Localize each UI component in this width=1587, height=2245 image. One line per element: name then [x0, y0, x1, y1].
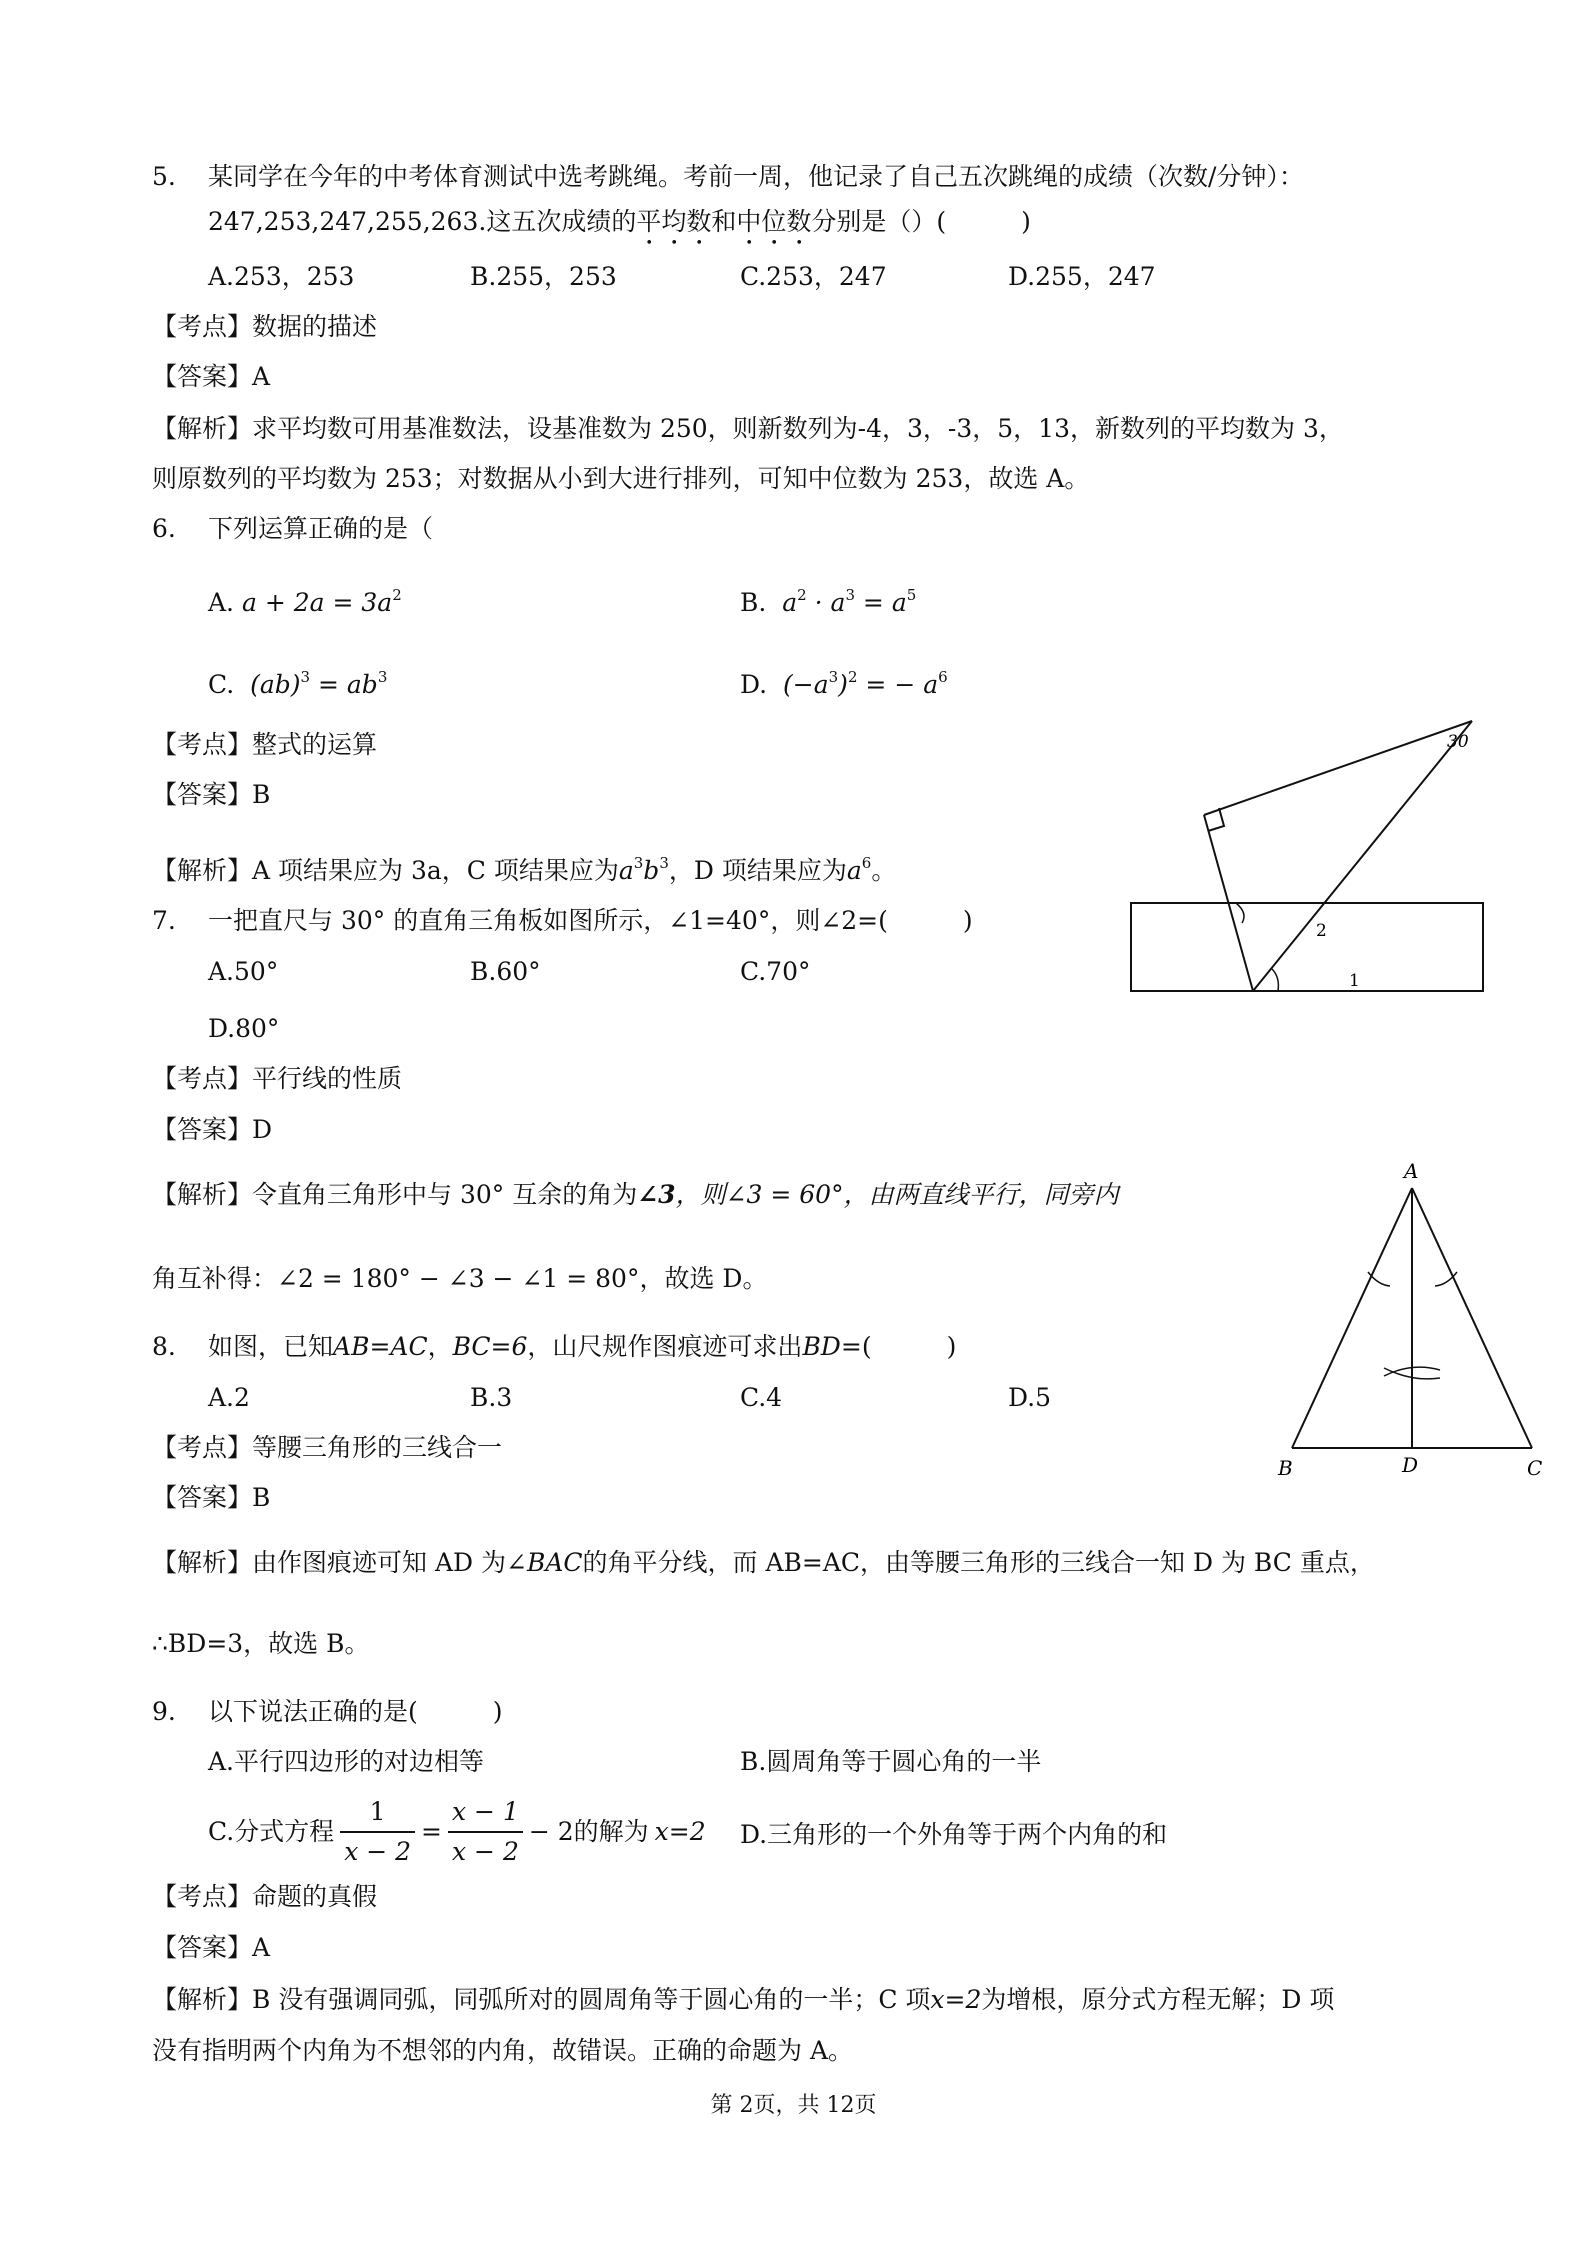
kaodian: 【考点】等腰三角形的三线合一 — [152, 1433, 503, 1462]
stem-text: 如图，已知 — [208, 1332, 334, 1361]
analysis-line2: 角互补得：∠2 = 180° − ∠3 − ∠1 = 80°，故选 D。 — [152, 1264, 768, 1293]
math-text: x=2 — [654, 1817, 706, 1846]
analysis-text: 【解析】A 项结果应为 3a，C 项结果应为 — [152, 856, 619, 885]
option-b — [740, 578, 916, 620]
equals-sign: = — [421, 1817, 442, 1846]
triangle-edge — [1253, 721, 1472, 991]
ruler — [1131, 903, 1483, 991]
angle-label-1: 1 — [1349, 971, 1360, 991]
triangle-edge — [1204, 721, 1472, 815]
option-label: B. — [740, 588, 767, 617]
ruler-triangle-figure — [1120, 715, 1490, 1005]
question-stem-line2 — [208, 205, 1031, 251]
option-d — [740, 660, 948, 702]
analysis-line2: ∴BD=3，故选 B。 — [152, 1629, 370, 1658]
option-b: B.圆周角等于圆心角的一半 — [740, 1747, 1042, 1776]
question-number: 8. — [152, 1332, 176, 1361]
analysis-text: 的角平分线，而 AB=AC，由等腰三角形的三线合一知 D 为 BC 重点， — [582, 1548, 1375, 1577]
analysis-text: 。 — [871, 856, 897, 885]
math-text: BD= — [802, 1332, 862, 1361]
option-d: D.80° — [208, 1014, 280, 1043]
exponent: 6 — [938, 668, 948, 686]
angle-label-2: 2 — [1316, 921, 1327, 941]
emphasis-text: 平均数 — [636, 207, 712, 236]
analysis-text: 【解析】B 没有强调同弧，同弧所对的圆周角等于圆心角的一半；C 项 — [152, 1985, 931, 2014]
option-b: B.255，253 — [470, 262, 617, 291]
option-label: D. — [740, 670, 768, 699]
exponent: 5 — [906, 586, 917, 604]
option-text: C.分式方程 — [208, 1817, 335, 1846]
option-a — [208, 578, 402, 620]
stem-text: ， — [427, 1332, 453, 1361]
analysis-line1: 【解析】求平均数可用基准数法，设基准数为 250，则新数列为-4，3，-3，5，13，新数列的平均数为 3， — [152, 414, 1344, 443]
analysis-text: 【解析】令直角三角形中与 30° 互余的角为 — [152, 1180, 638, 1209]
option-label: A. — [208, 588, 235, 617]
exponent: 3 — [377, 668, 388, 686]
page-footer: 第 2页，共 12页 — [710, 2093, 877, 2118]
math-expression: $a + 2a = 3a^2$ — [241, 586, 402, 617]
analysis-text: ，D 项结果应为 — [668, 856, 847, 885]
option-c: C.70° — [740, 957, 811, 986]
math-text: BC=6 — [452, 1332, 528, 1361]
option-text: − 2的解为 — [528, 1817, 649, 1846]
math-expression: $(ab)^3 = ab^3$ — [250, 668, 388, 699]
analysis-text: 【解析】由作图痕迹可知 AD 为 — [152, 1548, 506, 1577]
math-expression: $a^6$ — [846, 854, 872, 885]
option-b: B.60° — [470, 957, 541, 986]
option-c: C.4 — [740, 1383, 783, 1412]
kaodian: 【考点】数据的描述 — [152, 312, 378, 341]
option-b: B.3 — [470, 1383, 513, 1412]
analysis-line2: 则原数列的平均数为 253；对数据从小到大进行排列，可知中位数为 253，故选 A。 — [152, 464, 1090, 493]
kaodian: 【考点】平行线的性质 — [152, 1064, 403, 1093]
answer: 【答案】B — [152, 780, 271, 809]
option-label: C. — [208, 670, 235, 699]
stem-text: 分别是（）( ) — [811, 207, 1031, 236]
emphasis-text: 中位数 — [736, 207, 812, 236]
point-d-label: D — [1402, 1453, 1419, 1477]
math-expression: $(-a^3)^2$ = − $a^6$ — [783, 668, 948, 699]
vertex-a-label: A — [1404, 1160, 1419, 1183]
exponent: 2 — [392, 586, 402, 604]
analysis-line1 — [152, 846, 896, 888]
side-ac — [1412, 1188, 1532, 1448]
option-c — [208, 1795, 706, 1869]
isosceles-triangle-figure — [1270, 1160, 1555, 1490]
answer: 【答案】D — [152, 1115, 273, 1144]
kaodian: 【考点】整式的运算 — [152, 730, 378, 759]
angle-arc — [1272, 969, 1278, 991]
analysis-line1 — [152, 1983, 1334, 2017]
question-stem: 以下说法正确的是( ) — [208, 1697, 503, 1726]
analysis-text: 为增根，原分式方程无解；D 项 — [981, 1985, 1335, 2014]
question-stem: 下列运算正确的是（ — [208, 514, 434, 543]
question-number: 9. — [152, 1697, 176, 1726]
option-a: A.50° — [208, 957, 279, 986]
analysis-line2: 没有指明两个内角为不想邻的内角，故错误。正确的命题为 A。 — [152, 2036, 854, 2065]
angle-symbol: ∠3 — [637, 1180, 676, 1209]
option-d: D.5 — [1008, 1383, 1052, 1412]
question-number: 5. — [152, 162, 176, 191]
analysis-line1 — [152, 1546, 1375, 1580]
question-stem — [208, 1330, 956, 1364]
question-stem: 一把直尺与 30° 的直角三角板如图所示，∠1=40°，则∠2=( ) — [208, 906, 973, 935]
angle-arc — [1236, 903, 1244, 923]
math-expression: $a^3b^3$ — [618, 854, 669, 885]
option-a: A.2 — [208, 1383, 250, 1412]
fraction: $\frac{1}{x - 2}$ — [340, 1795, 415, 1869]
vertex-c-label: C — [1527, 1456, 1543, 1480]
vertex-b-label: B — [1278, 1456, 1293, 1480]
math-expression: $a^2 \cdot a^3 = a^5$ — [782, 586, 917, 617]
fraction: $\frac{x - 1}{x - 2}$ — [448, 1795, 523, 1869]
option-c: C.253，247 — [740, 262, 887, 291]
side-ab — [1292, 1188, 1412, 1448]
answer: 【答案】A — [152, 1933, 271, 1962]
math-text: AB=AC — [333, 1332, 428, 1361]
answer: 【答案】B — [152, 1483, 271, 1512]
math-text: x=2 — [930, 1985, 982, 2014]
kaodian: 【考点】命题的真假 — [152, 1882, 378, 1911]
option-c — [208, 660, 387, 702]
option-a: A.253，253 — [208, 262, 355, 291]
option-d: D.三角形的一个外角等于两个内角的和 — [740, 1820, 1168, 1849]
analysis-text: ，则∠3 = 60°，由两直线平行，同旁内 — [675, 1180, 1119, 1209]
question-number: 6. — [152, 514, 176, 543]
question-stem: 某同学在今年的中考体育测试中选考跳绳。考前一周，他记录了自己五次跳绳的成绩（次数/分钟）： — [208, 162, 1304, 191]
option-d: D.255，247 — [1008, 262, 1156, 291]
angle-label-30: 30 — [1447, 732, 1469, 752]
stem-text: ( ) — [861, 1332, 957, 1361]
analysis-line1 — [152, 1178, 1119, 1212]
angle-symbol: ∠BAC — [506, 1548, 583, 1577]
stem-text: 247,253,247,255,263.这五次成绩的 — [208, 207, 637, 236]
stem-text: 和 — [711, 207, 737, 236]
option-a: A.平行四边形的对边相等 — [208, 1747, 485, 1776]
stem-text: ，山尺规作图痕迹可求出 — [527, 1332, 803, 1361]
question-number: 7. — [152, 906, 176, 935]
answer: 【答案】A — [152, 362, 271, 391]
